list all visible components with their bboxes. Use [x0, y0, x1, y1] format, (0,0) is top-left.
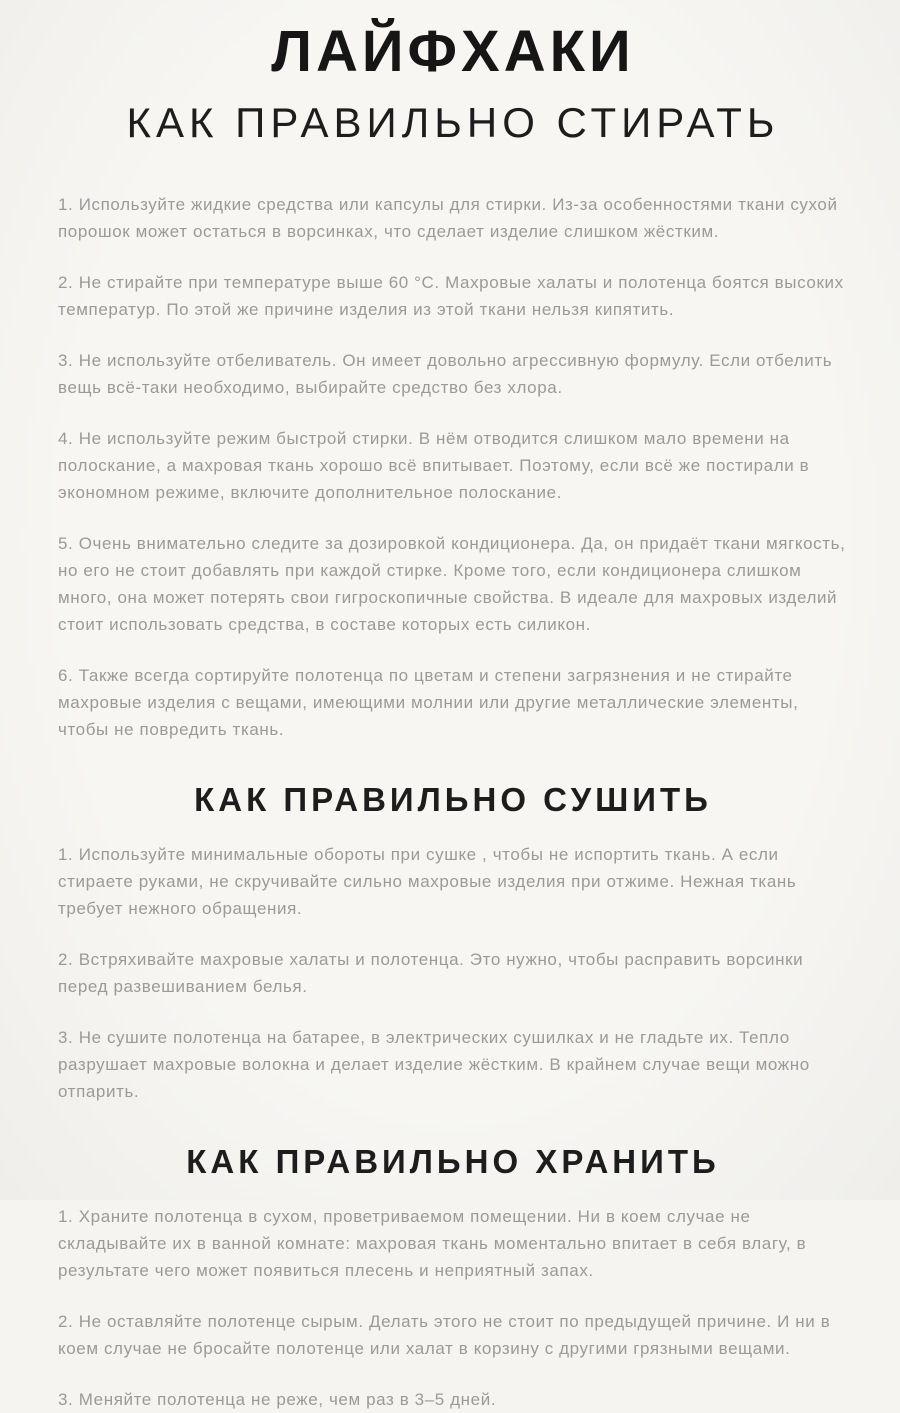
washing-tip-3: 3. Не используйте отбеливатель. Он имеет довольно агрессивную формулу. Если отбелить вещь всё-таки необходимо, выбирайте средство без хлора. — [58, 351, 833, 397]
washing-tips-list — [58, 191, 848, 743]
washing-tip-1: 1. Используйте жидкие средства или капсулы для стирки. Из-за особенностями ткани сухой порошок может остаться в ворсинках, что сделает изделие слишком жёстким. — [58, 195, 838, 241]
storing-tip-1: 1. Храните полотенца в сухом, проветриваемом помещении. Ни в коем случае не складывайте их в ванной комнате: махровая ткань моментально впитает в себя влагу, в результате чего может появиться плесень и неприятный запах. — [58, 1207, 807, 1280]
storing-tips-list — [58, 1203, 848, 1413]
drying-tip-2: 2. Встряхивайте махровые халаты и полотенца. Это нужно, чтобы расправить ворсинки перед развешиванием белья. — [58, 950, 804, 996]
drying-tip-1: 1. Используйте минимальные обороты при сушке , чтобы не испортить ткань. А если стираете руками, не скручивайте сильно махровые изделия при отжиме. Нежная ткань требует нежного обращения. — [58, 845, 797, 918]
section-heading-washing: КАК ПРАВИЛЬНО СТИРАТЬ — [126, 99, 780, 146]
page-title: ЛАЙФХАКИ — [271, 19, 635, 84]
washing-tip-4: 4. Не используйте режим быстрой стирки. В нём отводится слишком мало времени на полоскание, а махровая ткань хорошо всё впитывает. Поэтому, если всё же постирали в экономном режиме, включите дополнительное полоскание. — [58, 429, 810, 502]
storing-tip-2: 2. Не оставляйте полотенце сырым. Делать этого не стоит по предыдущей причине. И ни в коем случае не бросайте полотенце или халат в корзину с другими грязными вещами. — [58, 1312, 831, 1358]
washing-tip-6: 6. Также всегда сортируйте полотенца по цветам и степени загрязнения и не стирайте махровые изделия с вещами, имеющими молнии или другие металлические элементы, чтобы не повредить ткань. — [58, 666, 799, 739]
section-heading-storing: КАК ПРАВИЛЬНО ХРАНИТЬ — [186, 1143, 720, 1180]
section-heading-drying: КАК ПРАВИЛЬНО СУШИТЬ — [194, 781, 712, 818]
drying-tip-3: 3. Не сушите полотенца на батарее, в электрических сушилках и не гладьте их. Тепло разрушает махровые волокна и делает изделие жёстким. В крайнем случае вещи можно отпарить. — [58, 1028, 810, 1101]
washing-tip-5: 5. Очень внимательно следите за дозировкой кондиционера. Да, он придаёт ткани мягкость, но его не стоит добавлять при каждой стирке. Кроме того, если кондиционера слишком много, она может потерять свои гигроскопичные свойства. В идеале для махровых изделий стоит использовать средства, в составе которых есть силикон. — [58, 534, 846, 634]
storing-tip-3: 3. Меняйте полотенца не реже, чем раз в 3–5 дней. — [58, 1390, 497, 1409]
drying-tips-list — [58, 841, 848, 1105]
washing-tip-2: 2. Не стирайте при температуре выше 60 °С. Махровые халаты и полотенца боятся высоких температур. По этой же причине изделия из этой ткани нельзя кипятить. — [58, 273, 844, 319]
